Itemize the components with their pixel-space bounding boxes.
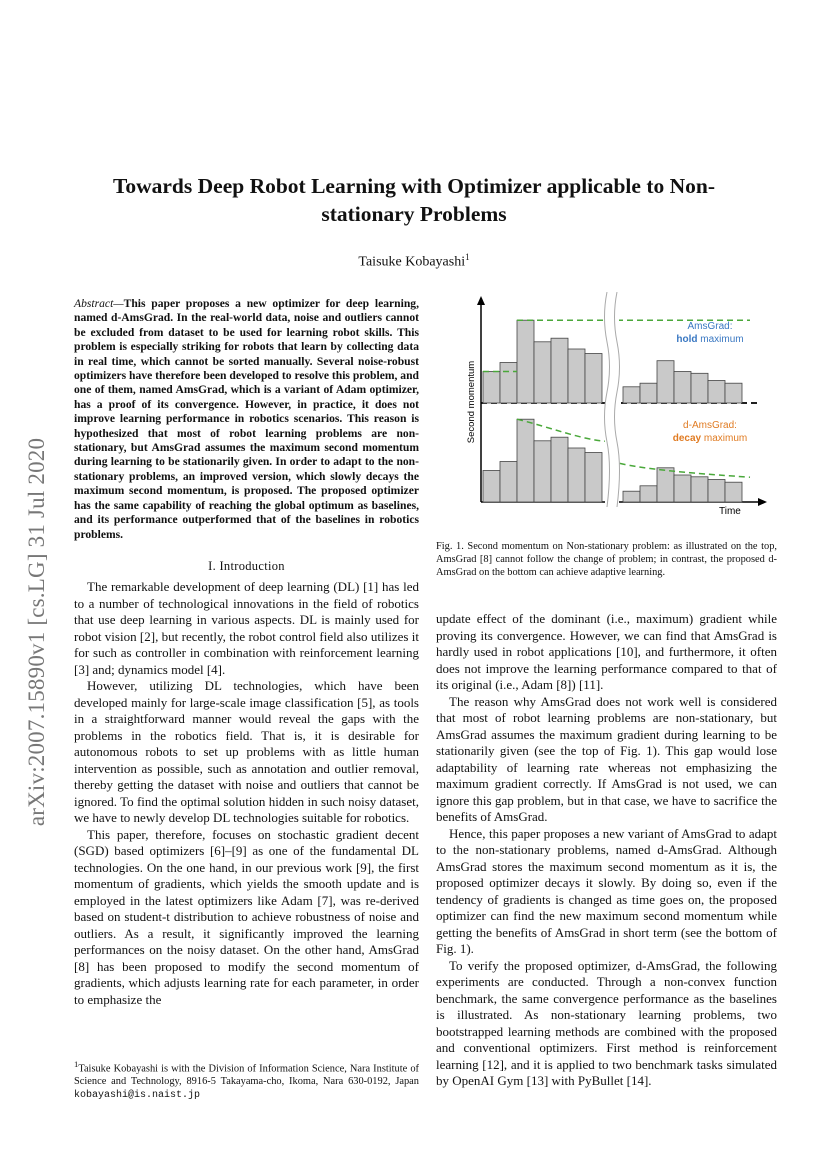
y-axis-label: Second momentum [466,360,477,444]
top-bar [674,372,691,404]
top-bar [657,361,674,403]
bottom-bar [623,491,640,502]
top-bar [725,383,742,403]
footnote [74,1058,419,1102]
author-line [90,252,738,271]
top-bar [534,342,551,403]
paragraph: This paper, therefore, focuses on stochastic gradient decent (SGD) based optimizers [6]–[9] as one of the fundamental DL technologies. On the one hand, in our previous work [9], the first momentum of gradients, which yields the smooth update and is employed in the latest optimizers like Adam [7], was re-derived based on student-t distribution to achieve robustness of noise and outliers. As a result, it significantly improved the learning performances on the noisy dataset. On the other hand, AmsGrad [8] has been proposed to modify the second momentum of gradients, which adjusts learning rate for each parameter, in order to emphasize the [74,826,419,1007]
left-column-body [74,579,419,1008]
top-bar [551,338,568,403]
top-bar [640,383,657,403]
bottom-label-line1: d-AmsGrad: [683,420,737,431]
bottom-bar [674,475,691,502]
arxiv-identifier [22,372,52,892]
abstract-label: Abstract [74,297,114,310]
time-break [605,292,620,507]
x-axis-label: Time [719,506,741,517]
bottom-bar [725,482,742,502]
top-bar [691,373,708,403]
top-bar [568,349,585,403]
paragraph: The reason why AmsGrad does not work well is considered that most of robot learning problems are non-stationary, but AmsGrad assumes the maximum gradient during learning to be stationarily given (see the top of Fig. 1). This gap would lose adaptability of learning rate whereas not emphasizing the maximum gradient correctly. If AmsGrad is not used, we can ignore this gap problem, but in that case, we have to sacrifice the benefits of AmsGrad. [436,693,777,824]
right-column-body [436,611,777,1090]
top-bar [623,387,640,403]
footnote-text: Taisuke Kobayashi is with the Division of Information Science, Nara Institute of Science and Technology, 8916-5 Takayama-cho, Ikoma, Nara 630-0192, Japan [74,1063,419,1088]
bottom-bar [657,468,674,502]
bottom-bar [483,471,500,503]
abstract: Abstract—This paper proposes a new optimizer for deep learning, named d-AmsGrad. In the real-world data, noise and outliers cannot be excluded from dataset to be used for learning robot skills. This problem is especially striking for robots that learn by collecting data in real time, which cannot be sorted manually. Several noise-robust optimizers have therefore been developed to resolve this problem, and one of them, named AmsGrad, which is a variant of Adam optimizer, has a proof of its convergence. However, in practice, it does not improve learning performance in robotics scenarios. This reason is hypothesized that most of robot learning problems are non-stationary, but AmsGrad assumes the maximum second momentum during learning to be stationarily given. In order to adapt to the non-stationary problems, an improved version, which slowly decays the maximum second momentum, is proposed. The proposed optimizer has the same capability of reaching the global optimum as baselines, and its performance outperformed that of the baselines in robotics problems. [74,297,419,541]
bottom-bar [708,480,725,503]
bottom-label-line2: decay maximum [672,433,748,444]
figure-1 [460,292,780,524]
bottom-bar [691,477,708,502]
paragraph: However, utilizing DL technologies, which have been developed mainly for large-scale image classification [5], as tools in a straightforward manner would reveal the gaps with the problems in the robotics field. That is, it is desirable for autonomous robots to set up problems with as little human intervention as possible, such as annotation and outlier removal, thereby getting the dataset with noise and outliers that cannot be ignored. To find the optimal solution hidden in such noisy dataset, we have to newly develop DL technologies suitable for robotics. [74,678,419,825]
top-label-line2: hold maximum [676,334,744,345]
bottom-bar [500,462,517,503]
top-bar [585,354,602,404]
section-heading-introduction: I. Introduction [208,559,285,573]
paragraph: update effect of the dominant (i.e., maximum) gradient while proving its convergence. However, we can find that AmsGrad is hardly used in robot applications [10], and furthermore, it often does not improve the learning performance compared to that of its original (i.e., Adam [8]) [11]. [436,611,777,692]
top-bar [483,372,500,404]
top-bar [708,381,725,404]
author-footnote-mark: 1 [465,252,470,262]
author-name: Taisuke Kobayashi [358,254,466,270]
figure-caption: Fig. 1. Second momentum on Non-stationary problem: as illustrated on the top, AmsGrad [8] cannot follow the change of problem; in contrast, the proposed d-AmsGrad on the bottom can achieve adaptive learning. [436,541,777,578]
top-bar [500,363,517,404]
paragraph: The remarkable development of deep learning (DL) [1] has led to a number of technological innovations in the field of robotics that use deep learning in various aspects. DL is mainly used for robot vision [2], but recently, the robot control field also utilizes it for such as controller in combination with reinforcement learning [3] and; dynamics model [4]. [74,579,419,677]
paper-title: Towards Deep Robot Learning with Optimizer applicable to Non-stationary Problems [112,174,716,226]
arxiv-identifier-text: arXiv:2007.15890v1 [cs.LG] 31 Jul 2020 [24,437,49,827]
footnote-email: kobayashi@is.naist.jp [74,1090,201,1102]
paragraph: To verify the proposed optimizer, d-AmsGrad, the following experiments are conducted. Through a non-convex function benchmark, the same convergence performance as the baselines is illustrated. As non-stationary learning problems, two bootstrapped learning methods are combined with the proposed and conventional optimizers. First method is reinforcement learning [12], and it is applied to two benchmark tasks simulated by OpenAI Gym [13] with PyBullet [14]. [436,957,777,1088]
paragraph: Hence, this paper proposes a new variant of AmsGrad to adapt to the non-stationary problems, named d-AmsGrad. Although AmsGrad stores the maximum second momentum as it is, the proposed optimizer decays it slowly. By doing so, even if the tendency of gradients is changed as time goes on, the proposed optimizer can find the new maximum second momentum while getting the benefits of AmsGrad in short term (see the bottom of Fig. 1). [436,825,777,956]
bottom-bar [517,419,534,502]
bottom-bar [534,441,551,502]
abstract-text: This paper proposes a new optimizer for deep learning, named d-AmsGrad. In the real-world data, noise and outliers cannot be excluded from dataset to be used for learning robot skills. This problem is especially striking for robots that learn by collecting data in real time, which cannot be sorted manually. Several noise-robust optimizers have therefore been developed to resolve this problem, and one of them, named AmsGrad, which is a variant of Adam optimizer, has a proof of its convergence. However, in practice, it does not improve learning performance in robotics scenarios. This reason is hypothesized that most of robot learning problems are non-stationary, but AmsGrad assumes the maximum second momentum during learning to be stationarily given. In order to adapt to the non-stationary problems, an improved version, which slowly decays the maximum second momentum, is proposed. The proposed optimizer has the same capability of reaching the global optimum as baselines, and its performance outperformed that of the baselines in robotics problems. [74,297,419,541]
bottom-bar [640,486,657,502]
bottom-bar [568,448,585,502]
bottom-bar [585,453,602,503]
top-bar [517,320,534,403]
top-label-line1: AmsGrad: [687,321,733,332]
footnote-mark: 1 [74,1059,79,1069]
bottom-bar [551,437,568,502]
